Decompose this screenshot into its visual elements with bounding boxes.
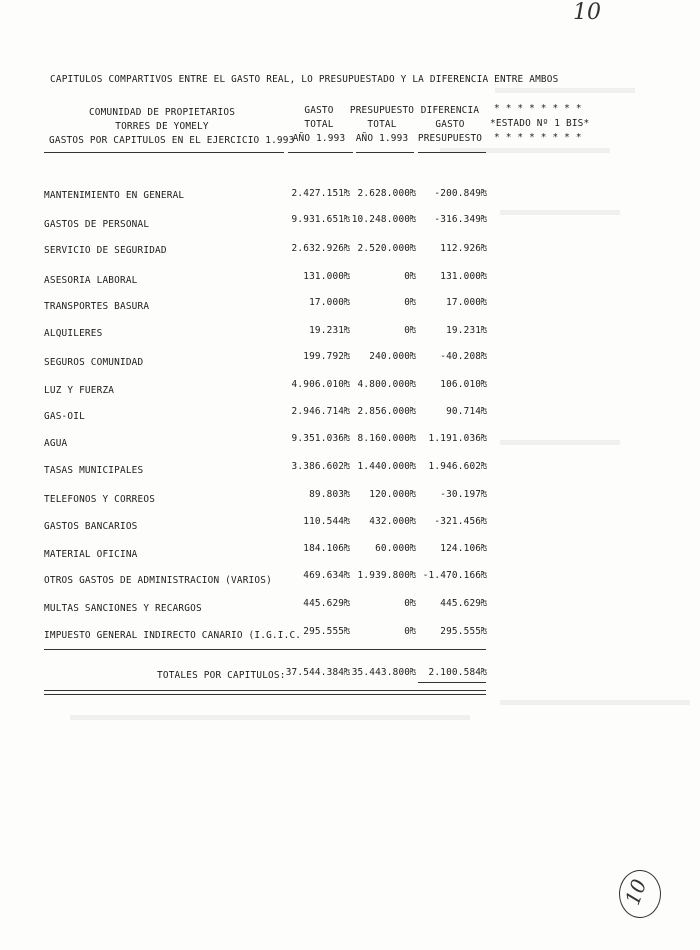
bleed-through <box>500 700 690 705</box>
row-presupuesto: 2.628.000₧ <box>357 188 416 199</box>
row-gasto: 2.946.714₧ <box>291 406 350 417</box>
row-diferencia: -321.456₧ <box>434 516 487 527</box>
totals-underline <box>418 682 486 683</box>
header-underline <box>44 152 284 153</box>
row-gasto: 445.629₧ <box>303 598 350 609</box>
col-diferencia-header-line2: GASTO <box>435 119 465 130</box>
totals-label: TOTALES POR CAPITULOS: <box>157 670 286 681</box>
row-diferencia: 112.926₧ <box>440 243 487 254</box>
row-label: SEGUROS COMUNIDAD <box>44 357 144 368</box>
col-presupuesto-header-line2: TOTAL <box>367 119 397 130</box>
row-presupuesto: 432.000₧ <box>369 516 416 527</box>
totals-gasto: 37.544.384₧ <box>285 667 350 678</box>
header-underline <box>356 152 414 153</box>
row-presupuesto: 0₧ <box>404 297 416 308</box>
row-label: OTROS GASTOS DE ADMINISTRACION (VARIOS) <box>44 575 272 586</box>
row-label: TRANSPORTES BASURA <box>44 301 150 312</box>
row-label: IMPUESTO GENERAL INDIRECTO CANARIO (I.G.I.C. <box>44 630 302 641</box>
row-gasto: 469.634₧ <box>303 570 350 581</box>
row-diferencia: -40.208₧ <box>440 351 487 362</box>
row-gasto: 2.427.151₧ <box>291 188 350 199</box>
col-diferencia-header-line1: DIFERENCIA <box>420 105 480 116</box>
row-diferencia: 19.231₧ <box>446 325 487 336</box>
stars-top: * * * * * * * * <box>494 103 582 114</box>
document-title: CAPITULOS COMPARTIVOS ENTRE EL GASTO REAL, LO PRESUPUESTADO Y LA DIFERENCIA ENTRE AMBOS <box>50 74 559 85</box>
col-presupuesto-header-line1: PRESUPUESTO <box>349 105 415 116</box>
row-presupuesto: 0₧ <box>404 325 416 336</box>
row-diferencia: 1.946.602₧ <box>428 461 487 472</box>
row-diferencia: 131.000₧ <box>440 271 487 282</box>
bleed-through <box>495 88 635 93</box>
row-gasto: 199.792₧ <box>303 351 350 362</box>
row-gasto: 9.351.036₧ <box>291 433 350 444</box>
totals-double-rule <box>44 690 486 695</box>
totals-diferencia: 2.100.584₧ <box>428 667 487 678</box>
row-gasto: 184.106₧ <box>303 543 350 554</box>
row-diferencia: -30.197₧ <box>440 489 487 500</box>
row-presupuesto: 0₧ <box>404 598 416 609</box>
row-diferencia: 90.714₧ <box>446 406 487 417</box>
row-label: LUZ Y FUERZA <box>44 385 115 396</box>
org-name-line3: GASTOS POR CAPITULOS EN EL EJERCICIO 1.993 <box>49 135 295 146</box>
totals-top-rule <box>44 649 486 650</box>
row-gasto: 89.803₧ <box>309 489 350 500</box>
row-presupuesto: 60.000₧ <box>375 543 416 554</box>
row-label: GASTOS BANCARIOS <box>44 521 138 532</box>
row-label: MATERIAL OFICINA <box>44 549 138 560</box>
row-diferencia: 295.555₧ <box>440 626 487 637</box>
row-gasto: 4.906.010₧ <box>291 379 350 390</box>
row-presupuesto: 2.520.000₧ <box>357 243 416 254</box>
row-presupuesto: 1.440.000₧ <box>357 461 416 472</box>
row-diferencia: 17.000₧ <box>446 297 487 308</box>
row-diferencia: 124.106₧ <box>440 543 487 554</box>
row-label: ALQUILERES <box>44 328 103 339</box>
row-label: TASAS MUNICIPALES <box>44 465 144 476</box>
row-label: SERVICIO DE SEGURIDAD <box>44 245 167 256</box>
col-presupuesto-header-line3: AÑO 1.993 <box>355 133 409 144</box>
header-underline <box>418 152 486 153</box>
row-gasto: 19.231₧ <box>309 325 350 336</box>
bleed-through <box>500 210 620 215</box>
page-number-handwritten: 10 <box>573 0 601 25</box>
row-diferencia: -316.349₧ <box>434 214 487 225</box>
row-presupuesto: 120.000₧ <box>369 489 416 500</box>
header-underline <box>288 152 353 153</box>
row-label: AGUA <box>44 438 68 449</box>
row-label: TELEFONOS Y CORREOS <box>44 494 156 505</box>
org-name-line2: TORRES DE YOMELY <box>115 121 209 132</box>
row-gasto: 9.931.651₧ <box>291 214 350 225</box>
row-label: GASTOS DE PERSONAL <box>44 219 150 230</box>
totals-presupuesto: 35.443.800₧ <box>351 667 416 678</box>
row-presupuesto: 8.160.000₧ <box>357 433 416 444</box>
row-label: GAS-OIL <box>44 411 85 422</box>
row-presupuesto: 1.939.800₧ <box>357 570 416 581</box>
col-gasto-header-line1: GASTO <box>304 105 334 116</box>
row-gasto: 2.632.926₧ <box>291 243 350 254</box>
row-presupuesto: 2.856.000₧ <box>357 406 416 417</box>
stars-bottom: * * * * * * * * <box>494 132 582 143</box>
bleed-through <box>70 715 470 720</box>
row-gasto: 131.000₧ <box>303 271 350 282</box>
col-diferencia-header-line3: PRESUPUESTO <box>417 133 483 144</box>
estado-label: *ESTADO Nº 1 BIS* <box>490 118 590 129</box>
row-label: ASESORIA LABORAL <box>44 275 138 286</box>
row-diferencia: -1.470.166₧ <box>422 570 487 581</box>
row-label: MULTAS SANCIONES Y RECARGOS <box>44 603 202 614</box>
bleed-through <box>500 440 620 445</box>
row-presupuesto: 0₧ <box>404 626 416 637</box>
row-gasto: 110.544₧ <box>303 516 350 527</box>
row-label: MANTENIMIENTO EN GENERAL <box>44 190 185 201</box>
row-gasto: 3.386.602₧ <box>291 461 350 472</box>
row-presupuesto: 10.248.000₧ <box>351 214 416 225</box>
page-number-circled: 10 <box>620 875 652 909</box>
row-diferencia: 445.629₧ <box>440 598 487 609</box>
row-gasto: 295.555₧ <box>303 626 350 637</box>
org-name-line1: COMUNIDAD DE PROPIETARIOS <box>88 107 236 118</box>
col-gasto-header-line3: AÑO 1.993 <box>292 133 346 144</box>
col-gasto-header-line2: TOTAL <box>304 119 334 130</box>
row-diferencia: -200.849₧ <box>434 188 487 199</box>
row-presupuesto: 4.800.000₧ <box>357 379 416 390</box>
row-gasto: 17.000₧ <box>309 297 350 308</box>
row-presupuesto: 240.000₧ <box>369 351 416 362</box>
row-diferencia: 1.191.036₧ <box>428 433 487 444</box>
row-presupuesto: 0₧ <box>404 271 416 282</box>
row-diferencia: 106.010₧ <box>440 379 487 390</box>
